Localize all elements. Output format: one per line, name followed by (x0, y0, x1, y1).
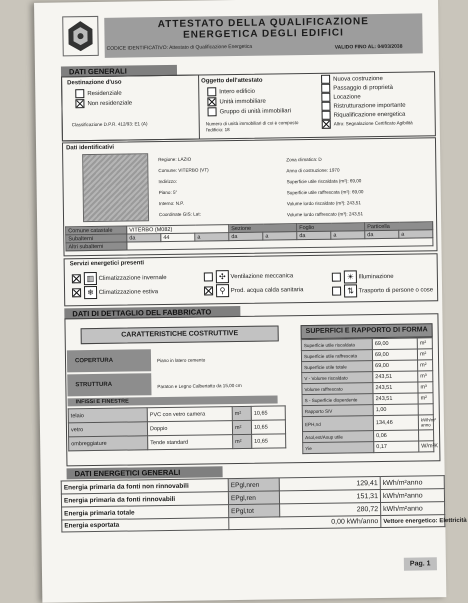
sup-value-8: 0,06 (374, 430, 419, 442)
sup-label-0: Superficie utile riscaldata (301, 339, 372, 351)
ident-left-col (158, 153, 209, 220)
trasporto-checkbox[interactable] (332, 287, 341, 296)
document-page (34, 0, 467, 603)
unita-immobiliare-option[interactable]: Unità immobiliare (207, 97, 265, 107)
service-illuminazione: ☀ Illuminazione (332, 270, 394, 284)
valid-until: VALIDO FINO AL: 04/03/2038 (334, 43, 403, 51)
motivo-nuova-costruzione[interactable]: Nuova costruzione (321, 74, 412, 84)
section-dettaglio: DATI DI DETTAGLIO DEL FABBRICATO (64, 306, 240, 319)
vetro-value: Doppio (147, 421, 232, 436)
building-photo (82, 153, 149, 222)
sup-label-2: Superficie utile totale (302, 361, 373, 373)
energy-value-2: 280,72 (280, 503, 381, 517)
sup-unit-1: m² (417, 349, 432, 360)
sup-value-1: 69,00 (372, 349, 417, 361)
energy-label-0: Energia primaria da fonti non rinnovabili (61, 479, 228, 494)
sup-label-1: Superficie utile raffrescata (301, 350, 372, 362)
energy-code-1: EPgl,ren (228, 491, 279, 505)
ventilazione-checkbox[interactable] (204, 272, 213, 281)
motivo-passaggio[interactable]: Passaggio di proprietà (321, 83, 412, 93)
lightbulb-icon: ☀ (344, 270, 357, 283)
telaio-value: PVC con vetro camera (147, 407, 232, 422)
acqua-checkbox[interactable] (204, 286, 213, 295)
faucet-icon: ⚲ (216, 284, 229, 297)
elevator-icon: ⇅ (344, 284, 357, 297)
sup-label-3: V - Volume riscaldato (302, 372, 373, 384)
interno: Interno: N.P. (158, 200, 185, 207)
clima-est-checkbox[interactable] (72, 288, 81, 297)
sub-a-4: a (399, 230, 433, 238)
sup-unit-5: m² (418, 393, 433, 404)
infissi-table (68, 405, 287, 451)
sup-unit-6 (418, 404, 433, 415)
sub-da-3: da (297, 231, 331, 239)
caratteristiche-header: CARATTERISTICHE COSTRUTTIVE (81, 325, 279, 344)
altri-subalterni-label: Altri subalterni (66, 242, 127, 251)
energy-unit-2: kWh/m²anno (381, 502, 445, 516)
emblem-logo (62, 16, 99, 56)
sup-unit-0: m² (417, 338, 432, 349)
service-clima-inv: ▥ Climatizzazione invernale (72, 271, 167, 285)
ombreggiature-number: 10,65 (252, 434, 286, 448)
sup-unit-9: W/m²K (419, 441, 434, 452)
radiator-icon: ▥ (84, 272, 97, 285)
sup-value-4: 243,51 (373, 382, 418, 394)
energy-unit-0: kWh/m²anno (380, 476, 444, 490)
motivo-locazione[interactable]: Locazione (321, 92, 412, 102)
sup-unit-8 (419, 430, 434, 441)
energy-code-2: EPgl,tot (229, 504, 280, 518)
service-ventilazione: ✣ Ventilazione meccanica (204, 269, 294, 283)
catasto-table (65, 221, 433, 251)
oggetto-title: Oggetto dell'attestato (201, 77, 263, 85)
struttura-label: STRUTTURA (67, 373, 151, 396)
sup-label-5: S - Superficie disperdente (302, 394, 373, 406)
superficie-riscaldata: Superficie utile riscaldata (m²): 69,00 (286, 178, 362, 185)
sub-a-3: a (331, 231, 365, 239)
sezione-label: Sezione (229, 224, 297, 233)
motivi-list (321, 74, 413, 130)
comune: Comune: VITERBO (VT) (158, 167, 209, 174)
residenziale-option[interactable]: Residenziale (75, 89, 121, 99)
sub-value-1: 44 (161, 233, 195, 241)
gruppo-option[interactable]: Gruppo di unità immobiliari (207, 106, 290, 116)
service-clima-est: ❄ Climatizzazione estiva (72, 285, 158, 299)
energy-label-1: Energia primaria da fonti rinnovabili (61, 492, 228, 507)
sup-value-3: 243,51 (373, 371, 418, 383)
copertura-label: COPERTURA (67, 349, 151, 372)
sup-unit-7: kWh/m² anno (418, 415, 433, 430)
intero-edificio-checkbox[interactable] (207, 87, 216, 96)
residenziale-checkbox[interactable] (75, 89, 84, 98)
energy-value-0: 129,41 (279, 477, 380, 491)
clima-inv-checkbox[interactable] (72, 274, 81, 283)
unita-immobiliare-checkbox[interactable] (207, 97, 216, 106)
numero-unita: Numero di unità immobiliari di cui è composto l'edificio: 18 (205, 120, 299, 132)
vettore-energetico: Vettore energetico: Elettricità (381, 515, 445, 528)
energy-code-0: EPgl,nren (228, 478, 279, 492)
destinazione-title: Destinazione d'uso (67, 79, 122, 87)
page-number: Pag. 1 (404, 557, 437, 570)
illuminazione-checkbox[interactable] (332, 273, 341, 282)
indirizzo: Indirizzo: (158, 178, 177, 185)
sup-label-8: Asol,est/Asup utile (303, 431, 374, 443)
telaio-label: telaio (68, 408, 147, 423)
sup-label-4: Volume raffrescato (302, 383, 373, 395)
sub-a-2: a (263, 232, 297, 240)
section-dati-generali: DATI GENERALI (61, 65, 177, 78)
section-dati-identificativi: Dati identificativi (66, 144, 115, 152)
copertura-value: Piano in latero cemento (156, 357, 206, 364)
ombreggiature-value: Tende standard (148, 435, 233, 450)
ident-right-col (286, 153, 364, 220)
sub-da-2: da (229, 232, 263, 240)
non-residenziale-option[interactable]: Non residenziale (75, 98, 132, 108)
energy-table (61, 475, 467, 532)
energy-label-2: Energia primaria totale (62, 505, 229, 520)
ombreggiature-unit: m² (233, 434, 252, 448)
sup-label-6: Rapporto S/V (302, 405, 373, 417)
subalterni-label: Subalterni (66, 234, 127, 243)
sup-value-5: 243,51 (373, 393, 418, 405)
gruppo-checkbox[interactable] (207, 107, 216, 116)
motivo-ristrutturazione[interactable]: Ristrutturazione importante (321, 101, 412, 111)
anno-costruzione: Anno di costruzione: 1970 (286, 167, 340, 174)
sup-unit-4: m³ (418, 382, 433, 393)
sup-value-7: 134,46 (373, 415, 418, 431)
telaio-number: 10,65 (251, 406, 285, 420)
non-residenziale-checkbox[interactable] (75, 99, 84, 108)
sup-unit-3: m³ (418, 371, 433, 382)
volume-riscaldato: Volume lordo riscaldato (m³): 243,51 (286, 200, 361, 207)
classificazione: Classificazione D.P.R. 412/93: E1 (A) (71, 121, 148, 128)
sup-label-9: Yie (303, 442, 374, 454)
title-line-2: ENERGETICA DEGLI EDIFICI (182, 27, 344, 41)
intero-edificio-option[interactable]: Intero edificio (207, 87, 255, 97)
service-trasporto: ⇅ Trasporto di persone o cose (332, 283, 433, 297)
sub-da-4: da (365, 230, 399, 238)
superfici-table (301, 337, 439, 454)
vetro-unit: m² (232, 420, 251, 434)
vetro-label: vetro (68, 422, 147, 437)
sub-a-1: a (195, 233, 229, 241)
code-identificativo: CODICE IDENTIFICATIVO: Attestato di Qualificazione Energetica (106, 43, 253, 52)
particella-label: Particella (365, 222, 433, 231)
piano: Piano: 5° (158, 189, 178, 196)
document-title (104, 15, 422, 41)
vetro-number: 10,65 (251, 420, 285, 434)
volume-raffrescato: Volume lordo raffrescato (m³): 243,51 (286, 211, 364, 218)
ombreggiature-label: ombreggiature (69, 436, 148, 451)
foglio-label: Foglio (297, 223, 365, 232)
comune-catastale-label: Comune catastale (66, 226, 127, 235)
fan-icon: ✣ (216, 270, 229, 283)
section-servizi: Servizi energetici presenti (69, 260, 145, 268)
sup-value-9: 0,17 (374, 441, 419, 453)
sup-unit-2: m² (418, 360, 433, 371)
energia-esportata-label: Energia esportata (62, 518, 229, 532)
telaio-unit: m² (232, 406, 251, 420)
motivo-altro[interactable]: Altro: Segnalazione Certificato Agibilità (322, 119, 413, 129)
motivo-riqualificazione[interactable]: Riqualificazione energetica (322, 110, 413, 120)
sup-value-2: 69,00 (373, 360, 418, 372)
superficie-raffrescata: Superficie utile raffrescata (m²): 69,00 (286, 189, 364, 196)
sub-da-1: da (127, 234, 161, 242)
zona-climatica: Zona climatica: D (286, 156, 322, 163)
comune-catastale-value: VITERBO (M082) (127, 225, 229, 234)
title-line-1: ATTESTATO DELLA QUALIFICAZIONE (157, 16, 369, 31)
energy-unit-1: kWh/m²anno (380, 489, 444, 503)
service-acqua: ⚲ Prod. acqua calda sanitaria (204, 283, 304, 297)
sup-value-0: 69,00 (372, 338, 417, 350)
energy-value-1: 151,31 (279, 490, 380, 504)
snowflake-icon: ❄ (84, 286, 97, 299)
section-energetici: DATI ENERGETICI GENERALI (67, 466, 223, 479)
superfici-header: SUPERFICI E RAPPORTO DI FORMA (301, 323, 433, 339)
coordinate-gis: Coordinate GIS: Lat: (158, 211, 201, 218)
sup-label-7: EPH,nd (302, 416, 373, 432)
infissi-label: INFISSI E FINESTRE (68, 395, 278, 406)
regione: Regione: LAZIO (158, 156, 192, 163)
struttura-value: Paraton e Legno Calbertatto da 15,00 cm (157, 382, 242, 390)
sup-value-6: 1,00 (373, 404, 418, 416)
energia-esportata-value: 0,00 kWh/anno (229, 516, 381, 530)
